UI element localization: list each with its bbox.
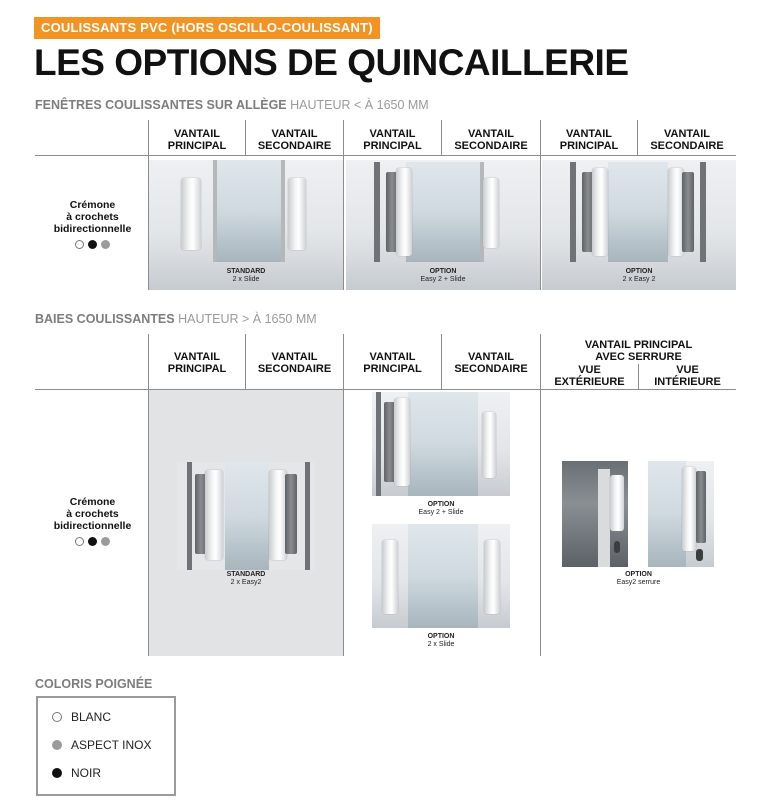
s1-col-header bbox=[442, 128, 540, 152]
s2-col-header bbox=[246, 351, 343, 375]
col-header-line: PRINCIPAL bbox=[167, 140, 227, 152]
divider bbox=[35, 389, 736, 390]
photo-caption bbox=[542, 268, 736, 284]
row-label-line: à crochets bbox=[66, 508, 119, 520]
page-title: LES OPTIONS DE QUINCAILLERIE bbox=[34, 42, 629, 83]
col-header-line: AVEC SERRURE bbox=[595, 351, 682, 363]
slide-handle-icon bbox=[181, 178, 201, 250]
s1-col-header bbox=[638, 128, 736, 152]
s2-lock-col-header bbox=[541, 339, 736, 363]
s2-col-header bbox=[149, 351, 245, 375]
col-header-line: SECONDAIRE bbox=[454, 363, 528, 375]
s2-option-2x-slide-photo bbox=[372, 524, 510, 628]
divider bbox=[35, 155, 736, 156]
photo-caption bbox=[149, 571, 343, 587]
col-header-line: VANTAIL bbox=[271, 128, 318, 140]
easy2-handle-icon bbox=[592, 168, 608, 256]
caption-detail: 2 x Easy 2 bbox=[622, 276, 656, 283]
lock-interior-photo bbox=[648, 461, 714, 567]
colors-legend-title: COLORIS POIGNÉE bbox=[35, 677, 153, 691]
slide-handle-icon bbox=[483, 178, 499, 248]
col-header-line: VANTAIL bbox=[467, 128, 515, 140]
s1-col-header bbox=[344, 128, 441, 152]
section2-subtitle: HAUTEUR > À 1650 MM bbox=[178, 312, 317, 326]
slide-handle-icon bbox=[288, 178, 306, 250]
caption-detail: 2 x Easy2 bbox=[230, 579, 262, 586]
col-header-line: VANTAIL bbox=[467, 351, 515, 363]
row-label-line: Crémone bbox=[69, 199, 116, 211]
col-header-line: SECONDAIRE bbox=[454, 140, 528, 152]
col-header-line: VANTAIL bbox=[369, 351, 416, 363]
col-header-line: PRINCIPAL bbox=[167, 363, 227, 375]
col-header-line: VANTAIL PRINCIPAL bbox=[584, 339, 693, 351]
easy2-handle-icon bbox=[394, 398, 410, 486]
s2-int-header bbox=[639, 364, 736, 388]
caption-title: OPTION bbox=[429, 268, 457, 275]
col-header-line: VANTAIL bbox=[663, 128, 711, 140]
col-header-line: VUE bbox=[676, 364, 699, 376]
photo-caption bbox=[372, 501, 510, 517]
s1-option-2x-easy2-photo bbox=[542, 160, 736, 290]
row-label-line: à crochets bbox=[66, 211, 119, 223]
grey-dot-icon bbox=[101, 537, 110, 546]
photo-caption bbox=[541, 571, 736, 587]
photo-caption bbox=[372, 633, 510, 649]
caption-detail: Easy2 serrure bbox=[616, 579, 661, 586]
col-header-line: PRINCIPAL bbox=[363, 140, 422, 152]
colors-legend-box bbox=[36, 696, 176, 796]
col-header-line: INTÉRIEURE bbox=[654, 376, 721, 388]
easy2-handle-icon bbox=[696, 471, 706, 543]
col-header-line: SECONDAIRE bbox=[650, 140, 724, 152]
caption-title: STANDARD bbox=[226, 268, 266, 275]
s2-row-label bbox=[50, 496, 135, 546]
slide-handle-icon bbox=[482, 412, 496, 478]
black-dot-icon bbox=[88, 240, 97, 249]
s1-standard-photo bbox=[149, 160, 343, 290]
caption-detail: 2 x Slide bbox=[232, 276, 260, 283]
s1-col-header bbox=[149, 128, 245, 152]
keyhole-icon bbox=[696, 549, 703, 561]
legend-label: NOIR bbox=[71, 766, 101, 780]
grey-dot-icon bbox=[101, 240, 110, 249]
keyhole-icon bbox=[614, 541, 620, 553]
legend-item-noir bbox=[52, 766, 101, 780]
s1-col-header bbox=[246, 128, 343, 152]
col-header-line: VANTAIL bbox=[271, 351, 318, 363]
row-label-line: Crémone bbox=[69, 496, 116, 508]
divider bbox=[343, 334, 344, 656]
col-header-line: EXTÉRIEURE bbox=[554, 376, 625, 388]
section1-subtitle: HAUTEUR < À 1650 MM bbox=[290, 98, 429, 112]
white-dot-icon bbox=[75, 537, 84, 546]
black-dot-icon bbox=[88, 537, 97, 546]
col-header-line: VANTAIL bbox=[565, 128, 613, 140]
legend-item-inox bbox=[52, 738, 151, 752]
easy2-handle-icon bbox=[682, 172, 694, 252]
s2-standard-photo bbox=[177, 462, 315, 570]
col-header-line: SECONDAIRE bbox=[257, 363, 332, 375]
col-header-line: PRINCIPAL bbox=[559, 140, 619, 152]
s1-row-label bbox=[50, 199, 135, 249]
col-header-line: VANTAIL bbox=[173, 351, 221, 363]
slide-handle-icon bbox=[484, 540, 500, 614]
s2-col-header bbox=[442, 351, 540, 375]
white-dot-icon bbox=[52, 712, 62, 722]
black-dot-icon bbox=[52, 768, 62, 778]
caption-title: STANDARD bbox=[226, 571, 266, 578]
legend-label: BLANC bbox=[71, 710, 112, 724]
photo-caption bbox=[346, 268, 540, 284]
grey-dot-icon bbox=[52, 740, 62, 750]
lock-exterior-photo bbox=[562, 461, 628, 567]
section2-title-main: BAIES COULISSANTES bbox=[35, 312, 175, 326]
easy2-handle-icon bbox=[396, 168, 412, 256]
photo-caption bbox=[149, 268, 343, 284]
easy2-handle-icon bbox=[285, 474, 297, 554]
lock-handle-icon bbox=[610, 475, 624, 531]
color-dots bbox=[50, 240, 135, 249]
s1-col-header bbox=[541, 128, 637, 152]
legend-item-blanc bbox=[52, 710, 111, 724]
caption-detail: 2 x Slide bbox=[427, 641, 455, 648]
s2-col-header bbox=[344, 351, 441, 375]
caption-title: OPTION bbox=[427, 633, 455, 640]
section2-title bbox=[35, 312, 317, 326]
col-header-line: VANTAIL bbox=[369, 128, 416, 140]
col-header-line: VUE bbox=[578, 364, 601, 376]
s2-option-easy2-slide-photo bbox=[372, 392, 510, 496]
caption-title: OPTION bbox=[625, 571, 652, 578]
legend-label: ASPECT INOX bbox=[71, 738, 152, 752]
s1-option-easy2-slide-photo bbox=[346, 160, 540, 290]
section1-title bbox=[35, 98, 429, 112]
col-header-line: PRINCIPAL bbox=[363, 363, 422, 375]
caption-title: OPTION bbox=[625, 268, 653, 275]
easy2-handle-icon bbox=[205, 470, 223, 560]
section1-title-main: FENÊTRES COULISSANTES SUR ALLÈGE bbox=[35, 98, 287, 112]
category-tag: COULISSANTS PVC (HORS OSCILLO-COULISSANT) bbox=[34, 17, 380, 39]
s2-ext-header bbox=[541, 364, 638, 388]
slide-handle-icon bbox=[382, 540, 398, 614]
caption-detail: Easy 2 + Slide bbox=[420, 276, 466, 283]
caption-title: OPTION bbox=[427, 501, 455, 508]
easy2-handle-icon bbox=[682, 467, 696, 551]
row-label-line: bidirectionnelle bbox=[53, 520, 132, 532]
color-dots bbox=[50, 537, 135, 546]
col-header-line: VANTAIL bbox=[173, 128, 221, 140]
row-label-line: bidirectionnelle bbox=[53, 223, 132, 235]
caption-detail: Easy 2 + Slide bbox=[418, 509, 464, 516]
s2-standard-panel bbox=[149, 390, 343, 656]
white-dot-icon bbox=[75, 240, 84, 249]
col-header-line: SECONDAIRE bbox=[257, 140, 332, 152]
